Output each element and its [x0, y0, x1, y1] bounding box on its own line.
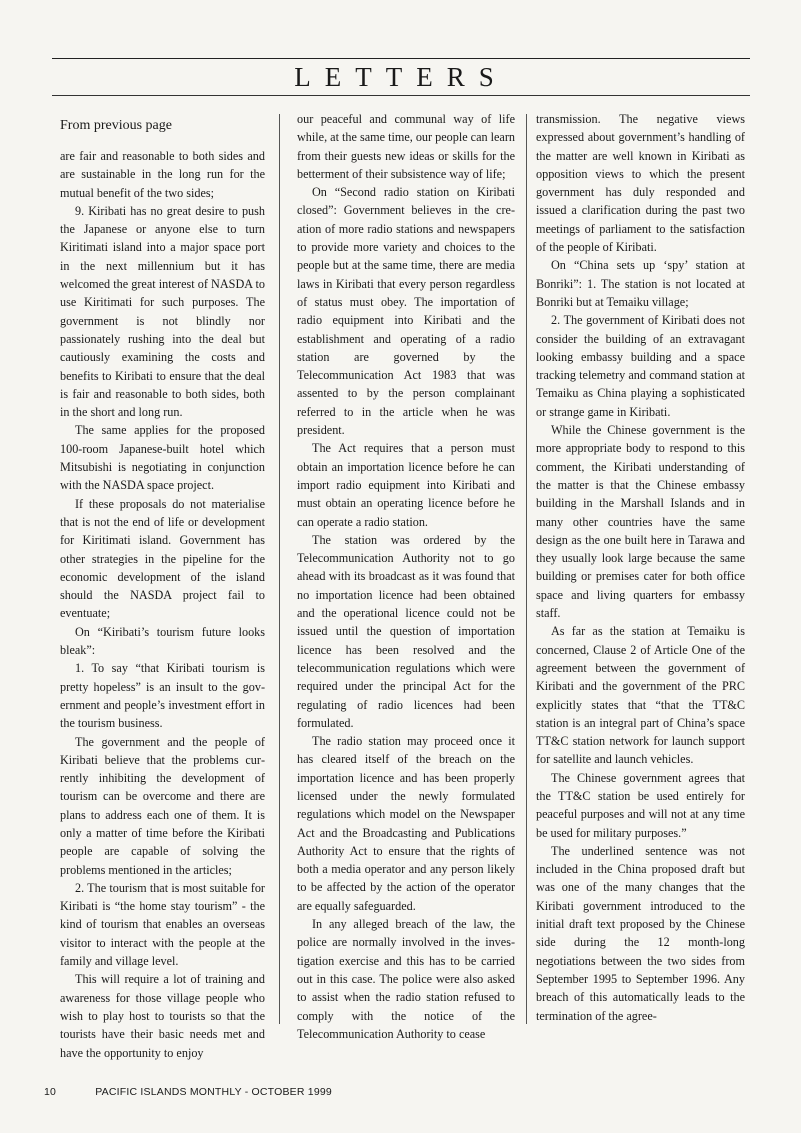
paragraph: transmission. The negative views expressed about government’s handling of the matter are well known in Kiribati as opposition views to which the present government has duly responded and issued a clarification during the past two meetings of parliament to the satisfaction of the people of Kiribati.	[536, 112, 745, 255]
paragraph: The station was ordered by the Telecommunication Authority not to go ahead with its broadcast as it was found that no importation licence had been obtained and the operational licence could not be issued until the question of importation licence has been resolved and the telecommunication regulations which were required under the principal Act for the regulating of radio licences had been formulated.	[297, 532, 515, 730]
paragraph: The government and the people of Kiribati believe that the problems currently inhibiting the development of tourism can be overcome and there are plans to address each one of them. It is only a matter of time before the Kiribati people are capable of solving the problems mentioned in the articles;	[60, 734, 265, 877]
paragraph: The radio station may proceed once it has cleared itself of the breach on the importation licence and has been properly licensed under the newly formulated regulations which model on the Newspaper Act and the Broadcasting and Publications Authority Act to ensure that the rights of both a media operator and any person likely to be affected by the action of the operator are equally safeguarded.	[297, 734, 515, 913]
paragraph: 2. The government of Kiribati does not consider the building of an extravagant looking embassy building and a space tracking telemetry and command station at Temaiku as China playing a sophisticated or strange game in Kiribati.	[536, 313, 745, 419]
column-divider	[526, 114, 527, 1024]
continuation-header: From previous page	[60, 118, 172, 133]
paragraph: On “Kiribati’s tourism future looks bleak”:	[60, 624, 265, 658]
paragraph: On “China sets up ‘spy’ station at Bonriki”: 1. The station is not located at Bonriki but at Temaiku village;	[536, 258, 745, 309]
paragraph: The Act requires that a person must obtain an importation licence before he can import radio equipment into Kiribati and must obtain an operating licence before he can operate a radio station.	[297, 441, 515, 529]
page-footer	[44, 1086, 332, 1098]
top-rule	[52, 58, 750, 59]
paragraph: As far as the station at Temaiku is concerned, Clause 2 of Article One of the agreement between the government of Kiribati and the government of the PRC explicitly states that “that the TT&C station is an integral part of China’s space TT&C station network for launch support for satellite and launch vehicles.	[536, 624, 745, 767]
page-number: 10	[44, 1086, 57, 1098]
paragraph: 2. The tourism that is most suitable for Kiribati is “the home stay tourism” - the kind of tourism that enables an overseas visitor to interact with the people at the family and village level.	[60, 880, 265, 969]
paragraph: In any alleged breach of the law, the police are normally involved in the investigation exercise and this has to be carried out in this case. The police were also asked to assist when the radio station refused to comply with the notice of the Telecommunication Authority to cease	[297, 917, 515, 1041]
section-title: LETTERS	[294, 62, 508, 92]
paragraph: On “Second radio station on Kiribati closed”: Government believes in the creation of more radio stations and newspapers to provide more variety and choices to the people but at the same time, there are media laws in Kiribati that every person regardless of status must obey. The importation of radio equipment into Kiribati and the establishment and operating of a radio station are governed by the Telecommunication Act 1983 that was assented to by the person complainant referred to in the article when he was president.	[297, 185, 515, 438]
paragraph: The same applies for the proposed 100-room Japanese-built hotel which Mitsubishi is negotiating in conjunction with the NASDA space project.	[60, 423, 265, 493]
paragraph: are fair and reasonable to both sides and are sustainable in the long run for the mutual benefit of the two sides;	[60, 149, 265, 200]
paragraph: 1. To say “that Kiribati tourism is pretty hopeless” is an insult to the government and people’s investment effort in the tourism business.	[60, 661, 265, 731]
column-divider	[279, 114, 280, 1024]
publication-line: PACIFIC ISLANDS MONTHLY - OCTOBER 1999	[95, 1086, 332, 1098]
column-2	[297, 110, 515, 1043]
paragraph: 9. Kiribati has no great desire to push the Japanese or anyone else to turn Kiritimati island into a major space port in the next millennium but it has welcomed the great interest of NASDA to use Kiritimati for such purposes. The government is not blindly nor passionately rushing into the deal but cautiously examining the costs and benefits to Kiribati to ensure that the deal is fair and reasonable to both sides, both in the short and long run.	[60, 203, 265, 420]
paragraph: The underlined sentence was not included in the China proposed draft but was one of the many changes that the Kiribati government introduced to the initial draft text proposed by the Chinese side during the 12 month-long negotiations between the two sides from September 1995 to September 1996. Any breach of this automatically leads to the termination of the agree-	[536, 843, 745, 1023]
paragraph: The Chinese government agrees that the TT&C station be used entirely for peaceful purposes and will not at any time be used for military purposes.”	[536, 770, 745, 840]
column-3	[536, 110, 745, 1025]
title-rule	[52, 95, 750, 96]
paragraph: This will require a lot of training and awareness for those village people who wish to play host to tourists so that the tourists have their basic needs met and have the opportunity to enjoy	[60, 972, 265, 1060]
paragraph: If these proposals do not materialise that is not the end of life or development for Kiritimati island. Government has other strategies in the pipeline for the economic development of the island should the NASDA project fail to eventuate;	[60, 496, 265, 621]
paragraph: our peaceful and communal way of life while, at the same time, our people can learn from their guests new ideas or skills for the betterment of their subsistence way of life;	[297, 112, 515, 181]
column-1	[60, 110, 265, 1062]
paragraph: While the Chinese government is the more appropriate body to respond to this comment, the Kiribati understanding of the matter is that the Chinese embassy building in the Marshall Islands and in many other countries have the same design as the one built here in Tarawa and they usually look large because the same building or premises cater for both office space and living quarters for embassy staff.	[536, 423, 745, 621]
